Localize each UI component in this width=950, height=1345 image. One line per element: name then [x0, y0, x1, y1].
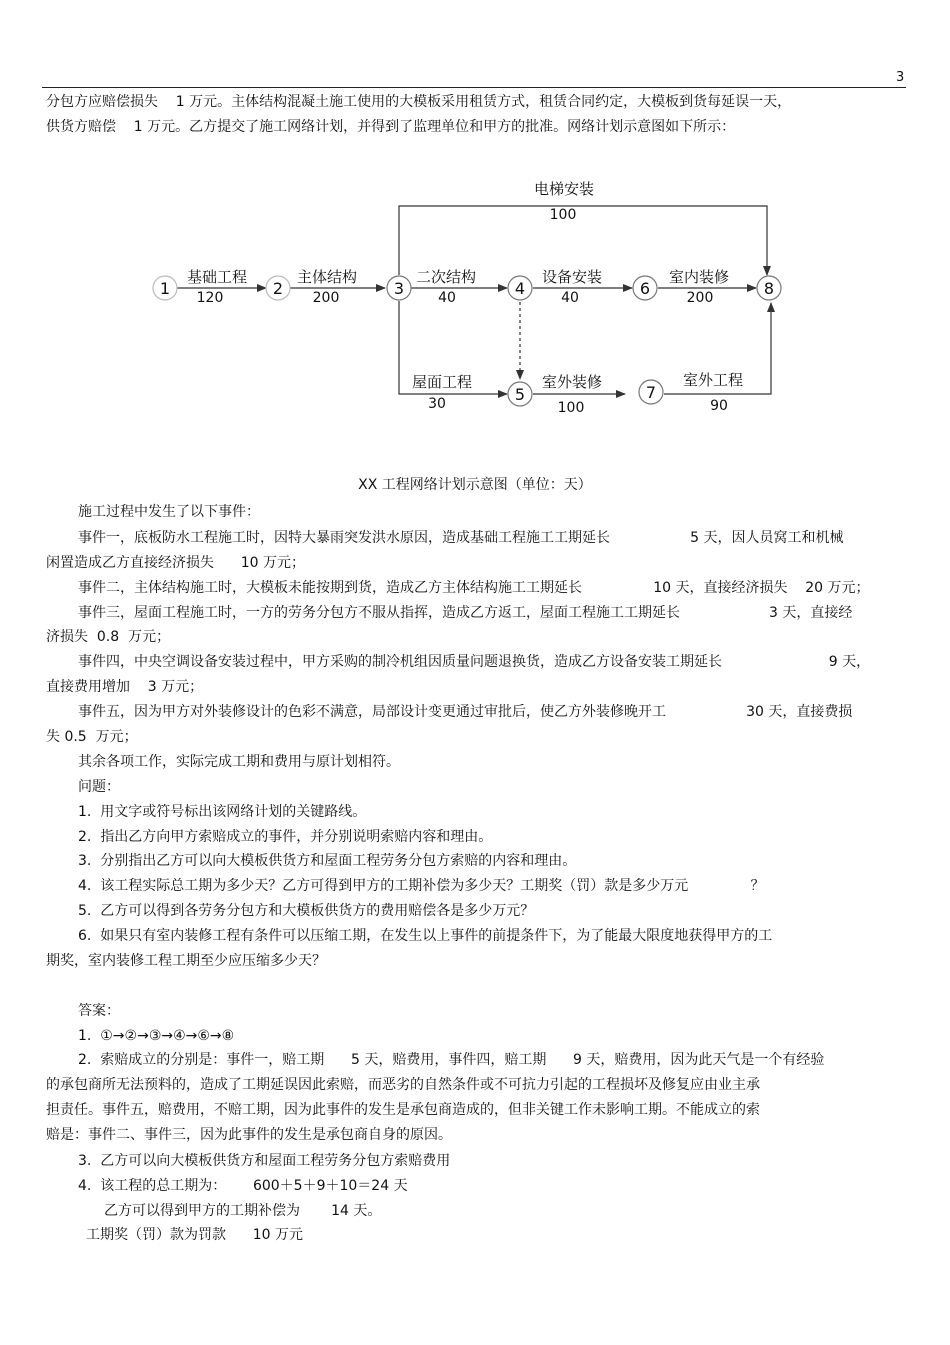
edge-3-8 — [399, 206, 767, 275]
diagram-caption: XX 工程网络计划示意图（单位：天） — [358, 477, 592, 493]
event-line: 闲置造成乙方直接经济损失 10 万元； — [46, 555, 305, 571]
node-4 — [508, 276, 532, 300]
activity-duration: 90 — [710, 398, 728, 414]
activity-duration: 30 — [428, 396, 446, 412]
node-label: 1 — [159, 279, 171, 298]
question-line: 4. 该工程实际总工期为多少天？乙方可得到甲方的工期补偿为多少天？工期奖（罚）款是多少万元 ？ — [78, 878, 765, 894]
activity-duration: 200 — [686, 290, 714, 306]
answer-line: 的承包商所无法预料的，造成了工期延误因此索赔，而恶劣的自然条件或不可抗力引起的工程损坏及修复应由业主承 — [46, 1077, 760, 1093]
activity-name: 室内装修 — [668, 268, 730, 286]
activity-duration: 200 — [312, 290, 340, 306]
node-8 — [757, 276, 781, 300]
activity-duration: 100 — [549, 207, 577, 223]
answer-line: 3. 乙方可以向大模板供货方和屋面工程劳务分包方索赔费用 — [78, 1153, 451, 1169]
activity-name: 室外工程 — [682, 371, 744, 389]
answer-line: 担责任。事件五，赔费用，不赔工期，因为此事件的发生是承包商造成的，但非关键工作未影响工期。不能成立的索 — [46, 1102, 760, 1118]
answer-line: 赔是：事件二、事件三，因为此事件的发生是承包商自身的原因。 — [46, 1127, 452, 1143]
node-label: 2 — [272, 279, 284, 298]
activity-name: 设备安装 — [541, 268, 603, 286]
node-label: 5 — [514, 385, 526, 404]
activity-name: 室外装修 — [541, 373, 603, 391]
activity-name: 屋面工程 — [411, 373, 473, 391]
event-line: 事件二，主体结构施工时，大模板未能按期到货，造成乙方主体结构施工工期延长 10 天，直接经济损失 20 万元； — [78, 580, 870, 596]
node-label: 6 — [639, 279, 651, 298]
activity-duration: 40 — [561, 290, 579, 306]
answer-line: 2. 索赔成立的分别是：事件一，赔工期 5 天，赔费用，事件四，赔工期 9 天，赔费用，因为此天气是一个有经验 — [78, 1052, 825, 1068]
event-line: 济损失 0.8 万元； — [46, 629, 171, 645]
page-number: 3 — [896, 70, 905, 85]
activity-name: 基础工程 — [186, 268, 248, 286]
intro-line: 供货方赔偿 1 万元。乙方提交了施工网络计划，并得到了监理单位和甲方的批准。网络计划示意图如下所示： — [46, 119, 736, 135]
answers-label: 答案： — [78, 1003, 120, 1019]
event-line: 事件三，屋面工程施工时，一方的劳务分包方不服从指挥，造成乙方返工，屋面工程施工工期延长 3 天，直接经 — [78, 605, 853, 621]
questions-label: 问题： — [78, 779, 120, 795]
activity-duration: 40 — [438, 290, 456, 306]
question-line: 1. 用文字或符号标出该网络计划的关键路线。 — [78, 804, 367, 820]
events-intro: 施工过程中发生了以下事件： — [78, 504, 260, 520]
node-5 — [508, 382, 532, 406]
node-label: 3 — [393, 279, 405, 298]
node-7 — [639, 380, 663, 404]
node-label: 8 — [763, 279, 775, 298]
answer-line: 1. ①→②→③→④→⑥→⑧ — [78, 1028, 235, 1044]
answer-line: 工期奖（罚）款为罚款 10 万元 — [86, 1227, 303, 1243]
node-label: 7 — [645, 383, 657, 402]
event-line: 其余各项工作，实际完成工期和费用与原计划相符。 — [78, 754, 400, 770]
question-line: 5. 乙方可以得到各劳务分包方和大模板供货方的费用赔偿各是多少万元？ — [78, 903, 535, 919]
question-line: 6. 如果只有室内装修工程有条件可以压缩工期，在发生以上事件的前提条件下，为了能最大限度地获得甲方的工 — [78, 928, 773, 944]
network-diagram — [140, 170, 800, 420]
activity-duration: 120 — [196, 290, 224, 306]
intro-line: 分包方应赔偿损失 1 万元。主体结构混凝土施工使用的大模板采用租赁方式，租赁合同约定，大模板到货每延误一天， — [46, 94, 792, 110]
node-2 — [266, 276, 290, 300]
answer-line: 4. 该工程的总工期为： 600＋5＋9＋10＝24 天 — [78, 1178, 408, 1194]
activity-name: 电梯安装 — [533, 180, 595, 198]
node-3 — [387, 276, 411, 300]
event-line: 事件五，因为甲方对外装修设计的色彩不满意，局部设计变更通过审批后，使乙方外装修晚开工 30 天，直接费损 — [78, 704, 853, 720]
event-line: 失 0.5 万元； — [46, 729, 138, 745]
question-line: 3. 分别指出乙方可以向大模板供货方和屋面工程劳务分包方索赔的内容和理由。 — [78, 853, 577, 869]
event-line: 事件四，中央空调设备安装过程中，甲方采购的制冷机组因质量问题退换货，造成乙方设备安装工期延长 9 天， — [78, 654, 871, 670]
question-line: 期奖，室内装修工程工期至少应压缩多少天？ — [46, 953, 326, 969]
activity-name: 二次结构 — [415, 268, 477, 286]
event-line: 事件一，底板防水工程施工时，因特大暴雨突发洪水原因，造成基础工程施工工期延长 5 天，因人员窝工和机械 — [78, 530, 844, 546]
edges — [177, 206, 771, 394]
node-label: 4 — [514, 279, 526, 298]
activity-name: 主体结构 — [296, 268, 358, 286]
question-line: 2. 指出乙方向甲方索赔成立的事件，并分别说明索赔内容和理由。 — [78, 829, 493, 845]
activity-duration: 100 — [557, 400, 585, 416]
node-6 — [633, 276, 657, 300]
header-rule — [42, 87, 906, 88]
node-1 — [153, 276, 177, 300]
event-line: 直接费用增加 3 万元； — [46, 679, 204, 695]
answer-line: 乙方可以得到甲方的工期补偿为 14 天。 — [104, 1203, 382, 1219]
